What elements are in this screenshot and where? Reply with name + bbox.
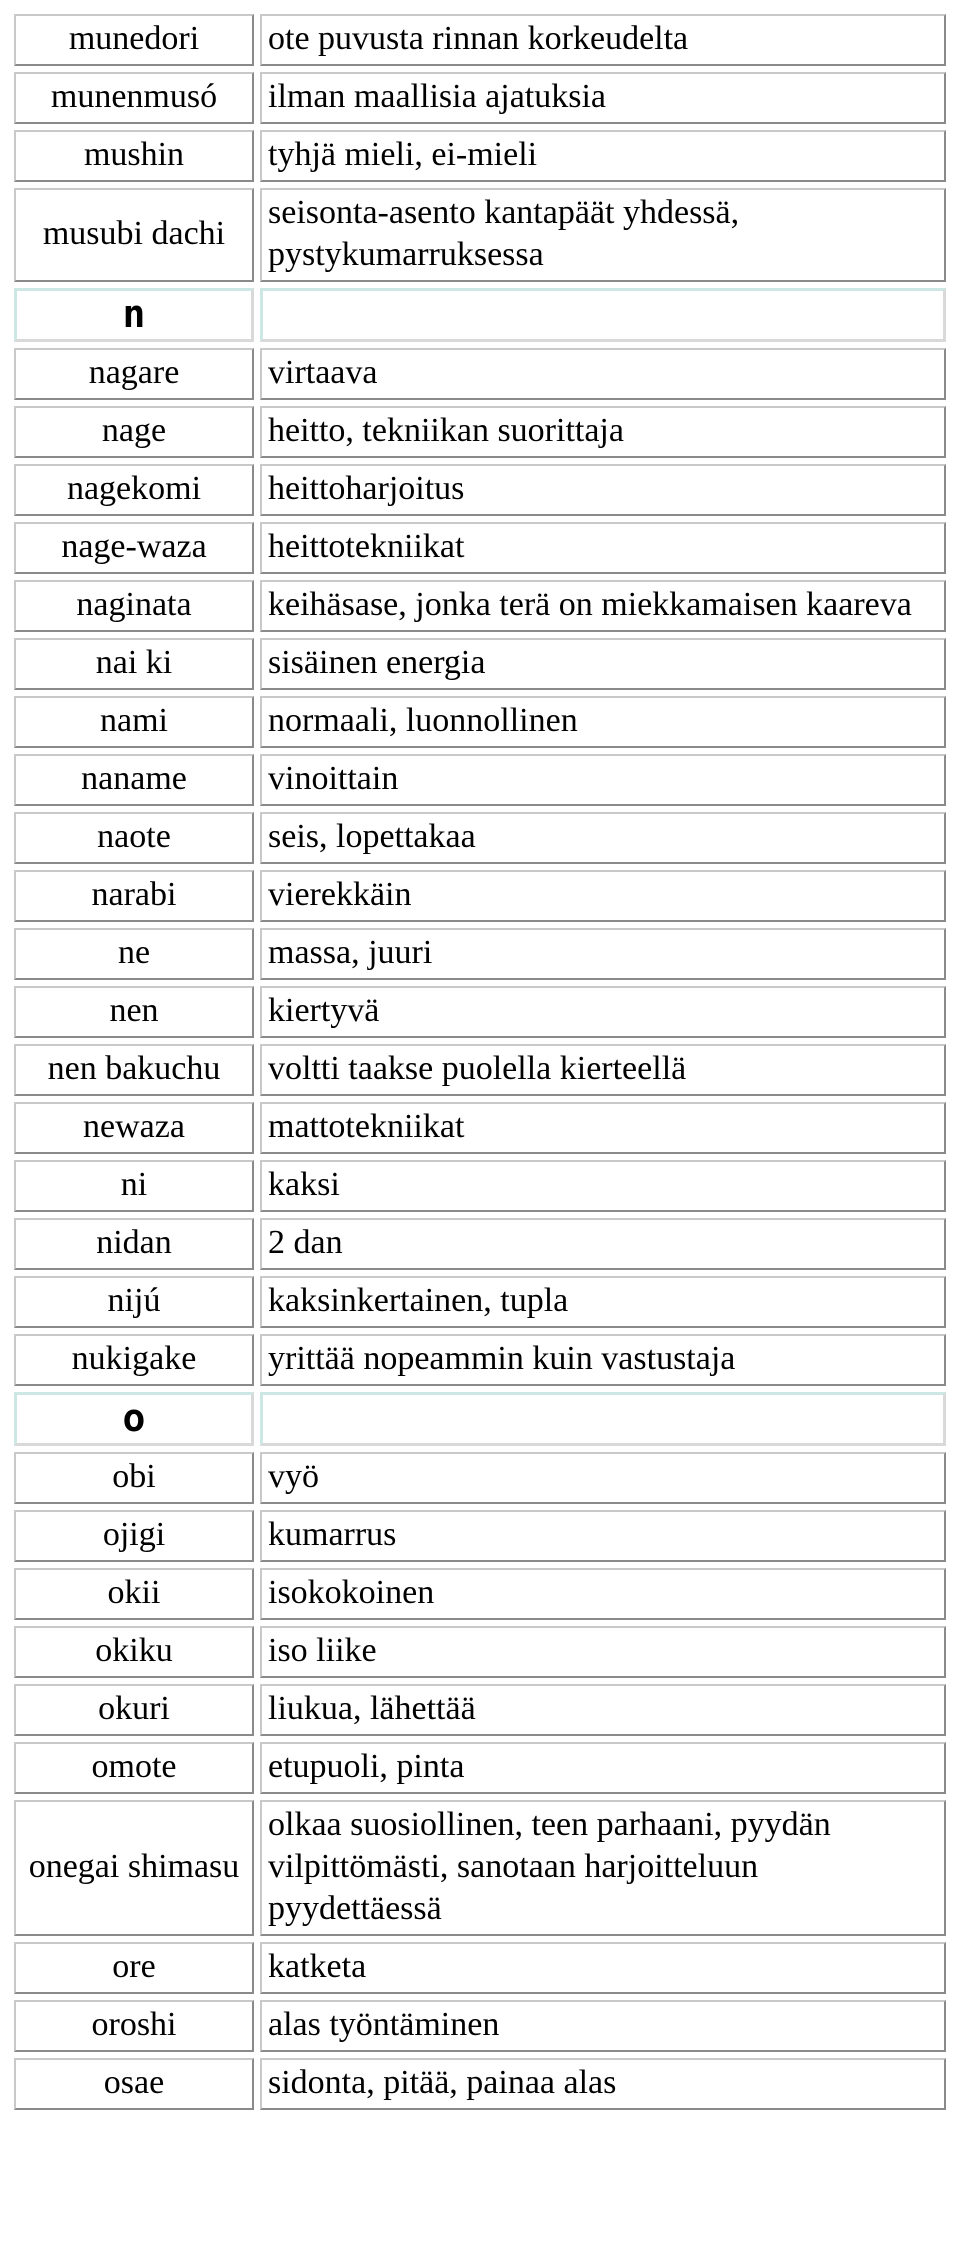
term-cell: musubi dachi [14, 188, 254, 282]
glossary-table [8, 8, 952, 2116]
section-spacer [260, 288, 946, 342]
glossary-row [14, 188, 946, 282]
definition-cell: olkaa suosiollinen, teen parhaani, pyydän vilpittömästi, sanotaan harjoitteluun pyydettäessä [260, 1800, 946, 1936]
glossary-row [14, 928, 946, 980]
definition-cell: kaksinkertainen, tupla [260, 1276, 946, 1328]
term-cell: narabi [14, 870, 254, 922]
definition-cell: iso liike [260, 1626, 946, 1678]
term-cell: nai ki [14, 638, 254, 690]
definition-cell: kumarrus [260, 1510, 946, 1562]
glossary-row [14, 406, 946, 458]
glossary-row [14, 754, 946, 806]
section-header-n [14, 288, 946, 342]
glossary-row [14, 1800, 946, 1936]
definition-cell: alas työntäminen [260, 2000, 946, 2052]
definition-cell: katketa [260, 1942, 946, 1994]
glossary-row [14, 1626, 946, 1678]
term-cell: oroshi [14, 2000, 254, 2052]
term-cell: nagare [14, 348, 254, 400]
glossary-row [14, 72, 946, 124]
term-cell: okiku [14, 1626, 254, 1678]
section-spacer [260, 1392, 946, 1446]
glossary-row [14, 1276, 946, 1328]
glossary-row [14, 1160, 946, 1212]
term-cell: nen [14, 986, 254, 1038]
glossary-row [14, 986, 946, 1038]
definition-cell: seisonta-asento kantapäät yhdessä, pystykumarruksessa [260, 188, 946, 282]
definition-cell: 2 dan [260, 1218, 946, 1270]
definition-cell: vyö [260, 1452, 946, 1504]
term-cell: okii [14, 1568, 254, 1620]
glossary-row [14, 1218, 946, 1270]
glossary-row [14, 1942, 946, 1994]
definition-cell: sisäinen energia [260, 638, 946, 690]
glossary-row [14, 1334, 946, 1386]
section-header-o [14, 1392, 946, 1446]
definition-cell: ilman maallisia ajatuksia [260, 72, 946, 124]
glossary-row [14, 638, 946, 690]
term-cell: nage-waza [14, 522, 254, 574]
term-cell: ni [14, 1160, 254, 1212]
definition-cell: kiertyvä [260, 986, 946, 1038]
definition-cell: heittoharjoitus [260, 464, 946, 516]
glossary-row [14, 1510, 946, 1562]
definition-cell: liukua, lähettää [260, 1684, 946, 1736]
term-cell: ne [14, 928, 254, 980]
definition-cell: mattotekniikat [260, 1102, 946, 1154]
glossary-row [14, 130, 946, 182]
definition-cell: sidonta, pitää, painaa alas [260, 2058, 946, 2110]
term-cell: munenmusó [14, 72, 254, 124]
definition-cell: vierekkäin [260, 870, 946, 922]
term-cell: nagekomi [14, 464, 254, 516]
definition-cell: virtaava [260, 348, 946, 400]
section-letter: n [14, 288, 254, 342]
glossary-row [14, 14, 946, 66]
definition-cell: normaali, luonnollinen [260, 696, 946, 748]
term-cell: newaza [14, 1102, 254, 1154]
term-cell: obi [14, 1452, 254, 1504]
glossary-row [14, 696, 946, 748]
term-cell: ore [14, 1942, 254, 1994]
definition-cell: keihäsase, jonka terä on miekkamaisen kaareva [260, 580, 946, 632]
definition-cell: heitto, tekniikan suorittaja [260, 406, 946, 458]
glossary-body [14, 14, 946, 2110]
term-cell: naname [14, 754, 254, 806]
glossary-row [14, 1452, 946, 1504]
definition-cell: voltti taakse puolella kierteellä [260, 1044, 946, 1096]
glossary-row [14, 812, 946, 864]
glossary-row [14, 1684, 946, 1736]
term-cell: mushin [14, 130, 254, 182]
glossary-row [14, 2000, 946, 2052]
glossary-row [14, 1044, 946, 1096]
glossary-row [14, 464, 946, 516]
definition-cell: ote puvusta rinnan korkeudelta [260, 14, 946, 66]
term-cell: nukigake [14, 1334, 254, 1386]
term-cell: nidan [14, 1218, 254, 1270]
definition-cell: heittotekniikat [260, 522, 946, 574]
section-letter: o [14, 1392, 254, 1446]
definition-cell: seis, lopettakaa [260, 812, 946, 864]
term-cell: nijú [14, 1276, 254, 1328]
definition-cell: vinoittain [260, 754, 946, 806]
glossary-row [14, 1568, 946, 1620]
glossary-row [14, 2058, 946, 2110]
term-cell: osae [14, 2058, 254, 2110]
glossary-row [14, 1102, 946, 1154]
glossary-row [14, 348, 946, 400]
term-cell: onegai shimasu [14, 1800, 254, 1936]
definition-cell: kaksi [260, 1160, 946, 1212]
term-cell: munedori [14, 14, 254, 66]
glossary-row [14, 1742, 946, 1794]
glossary-row [14, 580, 946, 632]
definition-cell: isokokoinen [260, 1568, 946, 1620]
term-cell: nage [14, 406, 254, 458]
definition-cell: tyhjä mieli, ei-mieli [260, 130, 946, 182]
glossary-row [14, 522, 946, 574]
term-cell: okuri [14, 1684, 254, 1736]
term-cell: nami [14, 696, 254, 748]
glossary-row [14, 870, 946, 922]
term-cell: naginata [14, 580, 254, 632]
definition-cell: etupuoli, pinta [260, 1742, 946, 1794]
term-cell: naote [14, 812, 254, 864]
term-cell: ojigi [14, 1510, 254, 1562]
definition-cell: yrittää nopeammin kuin vastustaja [260, 1334, 946, 1386]
term-cell: nen bakuchu [14, 1044, 254, 1096]
term-cell: omote [14, 1742, 254, 1794]
definition-cell: massa, juuri [260, 928, 946, 980]
